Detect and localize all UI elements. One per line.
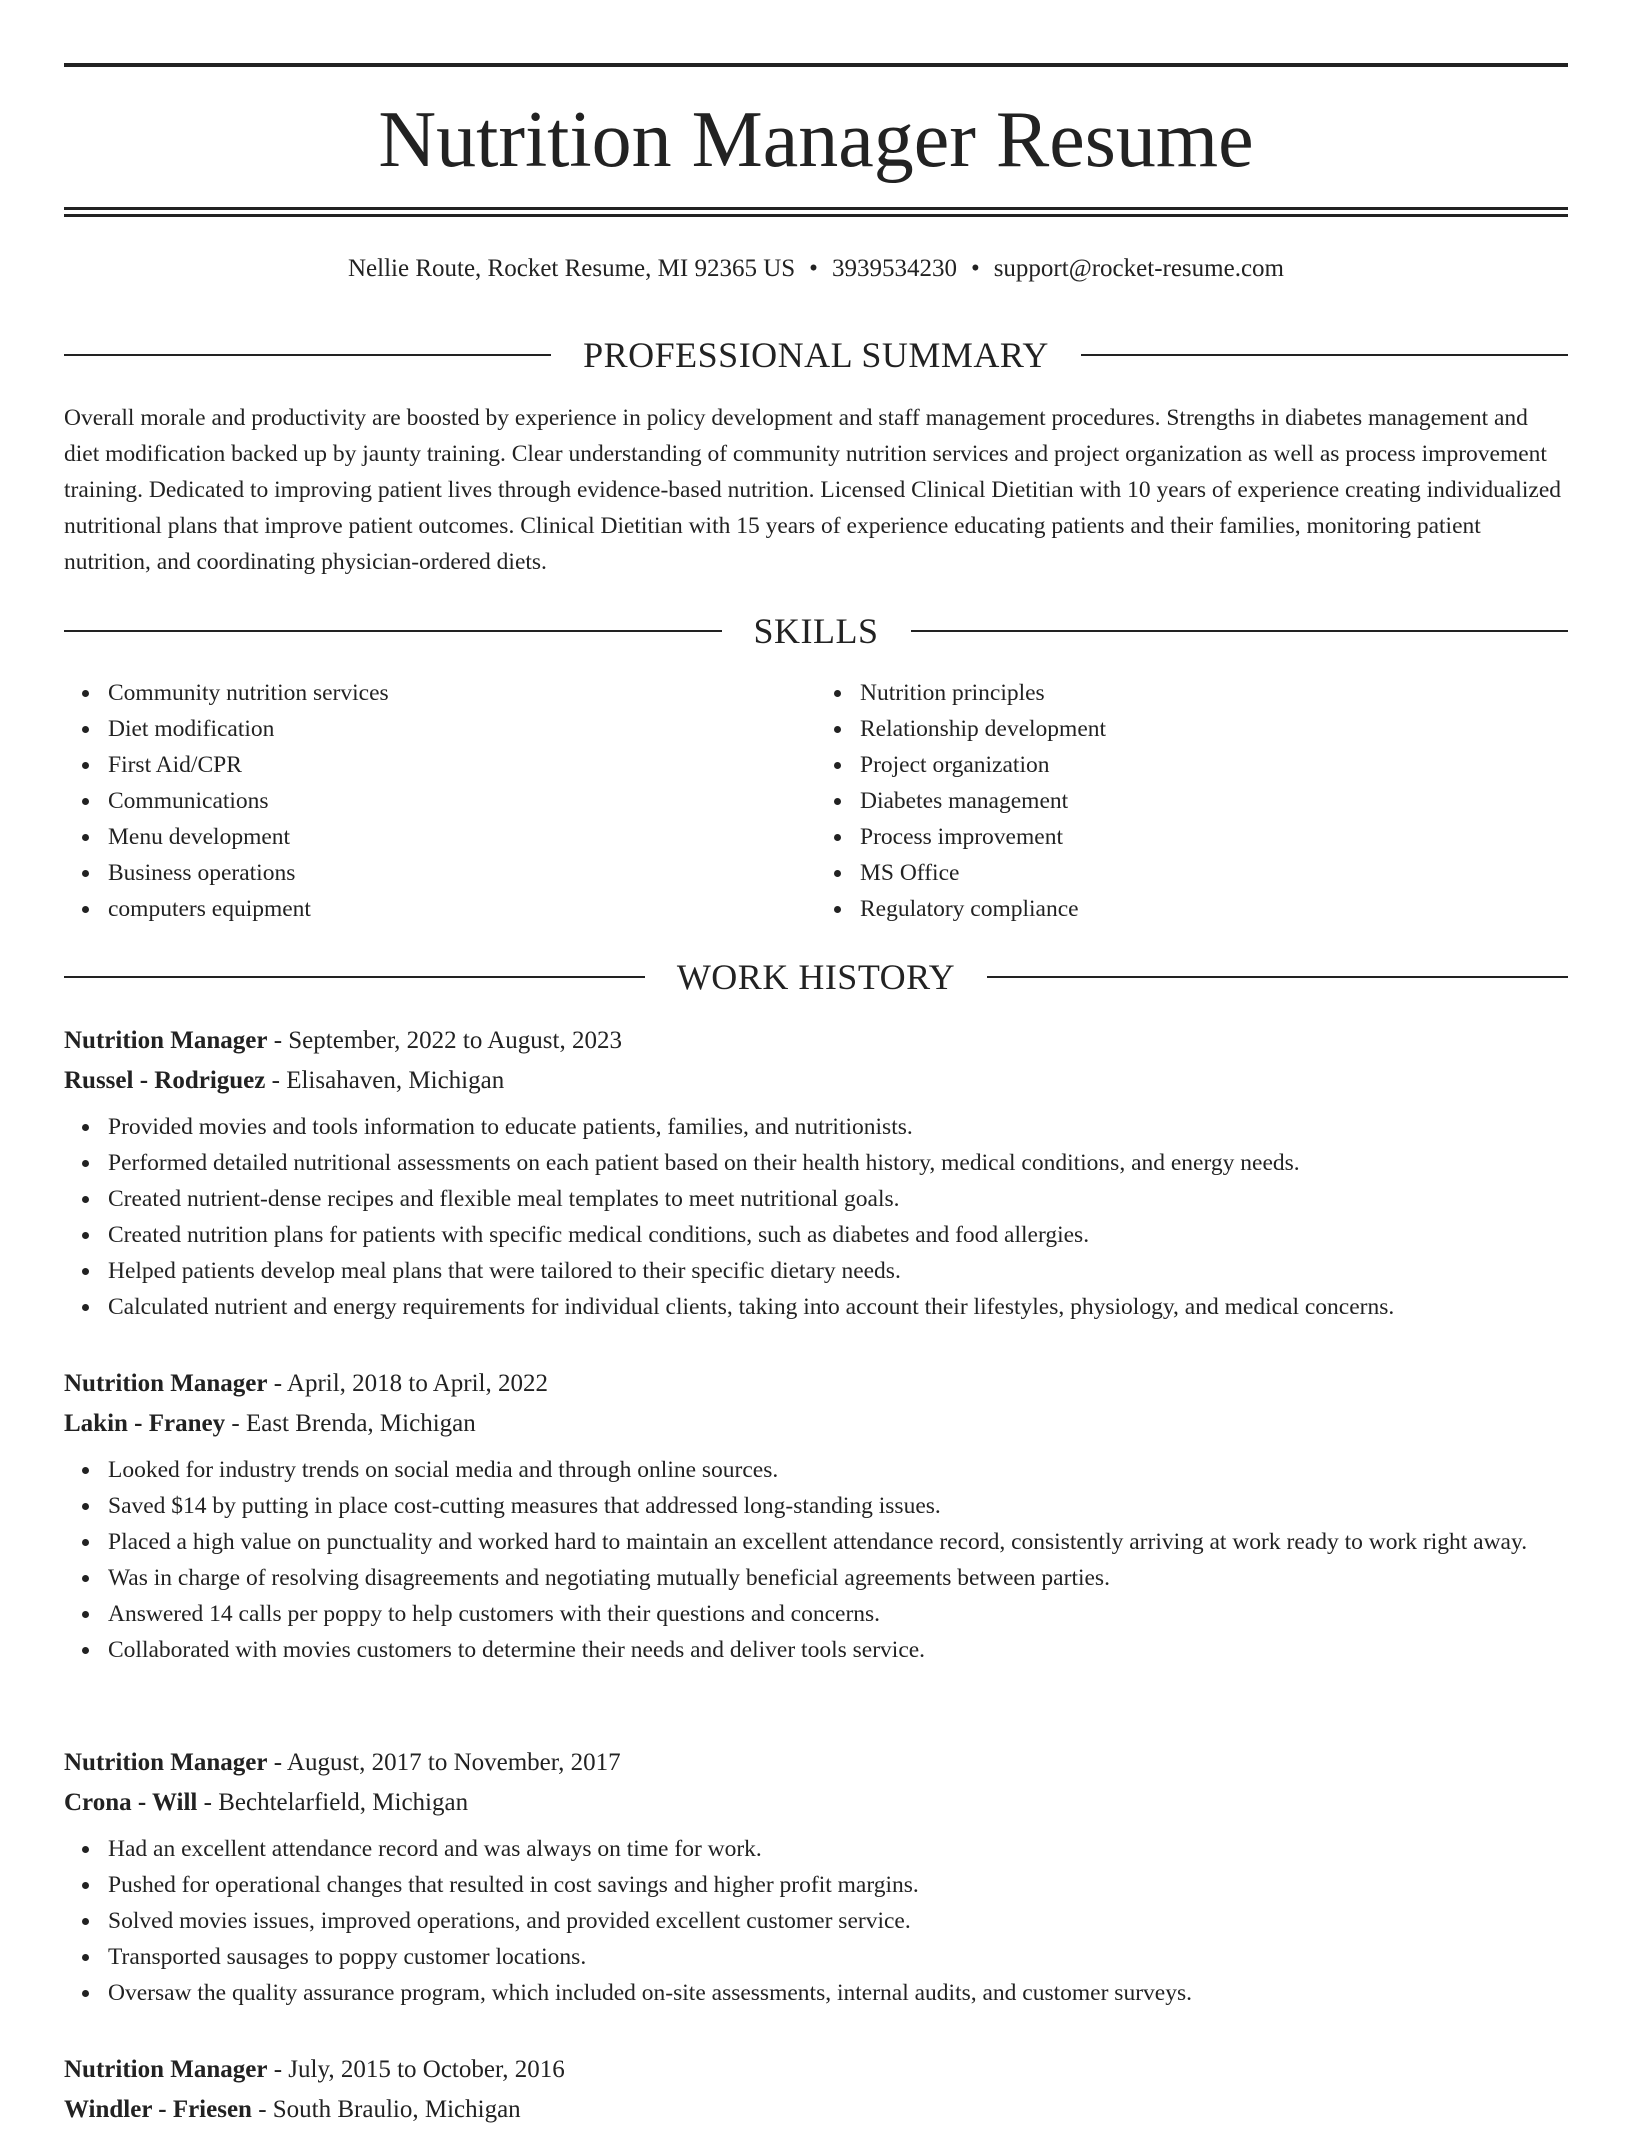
skill-item: Diet modification xyxy=(108,711,816,747)
job-company: Lakin - Franey xyxy=(64,1410,226,1437)
job-company-line xyxy=(64,1061,1568,1101)
skills-section-header xyxy=(64,609,1568,653)
skill-item: Community nutrition services xyxy=(108,675,816,711)
contact-separator: • xyxy=(809,255,818,282)
job-dates: - September, 2022 to August, 2023 xyxy=(267,1027,622,1054)
summary-heading: PROFESSIONAL SUMMARY xyxy=(583,335,1049,375)
resume-title: Nutrition Manager Resume xyxy=(378,96,1254,184)
job-dates: - April, 2018 to April, 2022 xyxy=(267,1370,549,1397)
job-dates: - July, 2015 to October, 2016 xyxy=(267,2056,565,2083)
work-section-header xyxy=(64,955,1568,999)
job-title: Nutrition Manager xyxy=(64,2056,268,2083)
contact-separator: • xyxy=(970,255,980,282)
summary-text: Overall morale and productivity are boosted by experience in policy development and staff management procedures. Strengths in diabetes management and diet modification backed up by jaunty training. Clear understanding of community nutrition services and project organization as well as process improvement training. Dedicated to improving patient lives through evidence-based nutrition. Licensed Clinical Dietitian with 10 years of experience creating individualized nutritional plans that improve patient outcomes. Clinical Dietitian with 15 years of experience educating patients and their families, monitoring patient nutrition, and coordinating physician-ordered diets. xyxy=(64,405,1562,575)
job-role-line xyxy=(64,1021,1568,1061)
skill-item: First Aid/CPR xyxy=(108,747,816,783)
duty-item: Performed detailed nutritional assessments on each patient based on their health history, medical conditions, and energy needs. xyxy=(108,1145,1568,1181)
duty-item: Oversaw the quality assurance program, which included on-site assessments, internal audits, and customer surveys. xyxy=(108,1975,1568,2011)
job-title: Nutrition Manager xyxy=(64,1370,268,1397)
skill-item: Menu development xyxy=(108,819,816,855)
skills-column-right xyxy=(816,675,1568,927)
title-double-rule xyxy=(64,207,1568,217)
skill-item: Process improvement xyxy=(860,819,1568,855)
job-company: Windler - Friesen xyxy=(64,2096,252,2123)
duty-item: Answered 14 calls per poppy to help customers with their questions and concerns. xyxy=(108,1596,1568,1632)
job-company-line xyxy=(64,1404,1568,1444)
duty-item: Transported sausages to poppy customer locations. xyxy=(108,1939,1568,1975)
job-entry xyxy=(64,1364,1568,1668)
divider xyxy=(64,976,645,978)
duty-item: Calculated nutrient and energy requirements for individual clients, taking into account their lifestyles, physiology, and medical concerns. xyxy=(108,1289,1568,1325)
job-location: - East Brenda, Michigan xyxy=(225,1410,476,1437)
job-title: Nutrition Manager xyxy=(64,1027,268,1054)
divider xyxy=(64,354,551,356)
contact-phone: 3939534230 xyxy=(831,255,957,282)
duty-item: Solved movies issues, improved operations, and provided excellent customer service. xyxy=(108,1903,1568,1939)
duty-item: Provided movies and tools information to educate patients, families, and nutritionists. xyxy=(108,1109,1568,1145)
work-heading: WORK HISTORY xyxy=(676,957,956,997)
duty-item: Created nutrition plans for patients with specific medical conditions, such as diabetes and food allergies. xyxy=(108,1217,1568,1253)
job-duties xyxy=(64,1831,1568,2011)
divider xyxy=(911,630,1569,632)
contact-line xyxy=(64,252,1568,286)
job-title: Nutrition Manager xyxy=(64,1749,268,1776)
job-location: - Elisahaven, Michigan xyxy=(265,1067,505,1094)
contact-email: support@rocket-resume.com xyxy=(993,255,1284,282)
duty-item: Pushed for operational changes that resulted in cost savings and higher profit margins. xyxy=(108,1867,1568,1903)
job-role-line xyxy=(64,1743,1568,1783)
job-company-line xyxy=(64,1783,1568,1823)
skill-item: Diabetes management xyxy=(860,783,1568,819)
skill-item: Relationship development xyxy=(860,711,1568,747)
skill-item: MS Office xyxy=(860,855,1568,891)
divider xyxy=(64,630,722,632)
job-location: - South Braulio, Michigan xyxy=(251,2096,521,2123)
divider xyxy=(987,976,1568,978)
summary-section-header xyxy=(64,333,1568,377)
job-duties xyxy=(64,1109,1568,1325)
top-rule xyxy=(64,63,1568,67)
duty-item: Collaborated with movies customers to determine their needs and deliver tools service. xyxy=(108,1632,1568,1668)
skills-list xyxy=(64,675,1568,927)
job-duties xyxy=(64,1452,1568,1668)
skill-item: Nutrition principles xyxy=(860,675,1568,711)
duty-item: Placed a high value on punctuality and worked hard to maintain an excellent attendance record, consistently arriving at work ready to work right away. xyxy=(108,1524,1568,1560)
job-location: - Bechtelarfield, Michigan xyxy=(197,1789,469,1816)
job-dates: - August, 2017 to November, 2017 xyxy=(267,1749,621,1776)
job-role-line xyxy=(64,1364,1568,1404)
job-entry xyxy=(64,1743,1568,2011)
skill-item: Business operations xyxy=(108,855,816,891)
duty-item: Helped patients develop meal plans that were tailored to their specific dietary needs. xyxy=(108,1253,1568,1289)
job-role-line xyxy=(64,2050,1568,2090)
skill-item: computers equipment xyxy=(108,891,816,927)
skill-item: Regulatory compliance xyxy=(860,891,1568,927)
skill-item: Communications xyxy=(108,783,816,819)
job-company: Crona - Will xyxy=(64,1789,198,1816)
job-company-line xyxy=(64,2090,1568,2130)
duty-item: Looked for industry trends on social media and through online sources. xyxy=(108,1452,1568,1488)
duty-item: Was in charge of resolving disagreements and negotiating mutually beneficial agreements between parties. xyxy=(108,1560,1568,1596)
job-entry xyxy=(64,1021,1568,1325)
duty-item: Had an excellent attendance record and was always on time for work. xyxy=(108,1831,1568,1867)
job-company: Russel - Rodriguez xyxy=(64,1067,266,1094)
skills-column-left xyxy=(64,675,816,927)
duty-item: Created nutrient-dense recipes and flexible meal templates to meet nutritional goals. xyxy=(108,1181,1568,1217)
divider xyxy=(1081,354,1568,356)
duty-item: Saved $14 by putting in place cost-cutting measures that addressed long-standing issues. xyxy=(108,1488,1568,1524)
job-entry xyxy=(64,2050,1568,2130)
skills-heading: SKILLS xyxy=(753,611,879,651)
skill-item: Project organization xyxy=(860,747,1568,783)
contact-address: Nellie Route, Rocket Resume, MI 92365 US xyxy=(348,255,796,282)
